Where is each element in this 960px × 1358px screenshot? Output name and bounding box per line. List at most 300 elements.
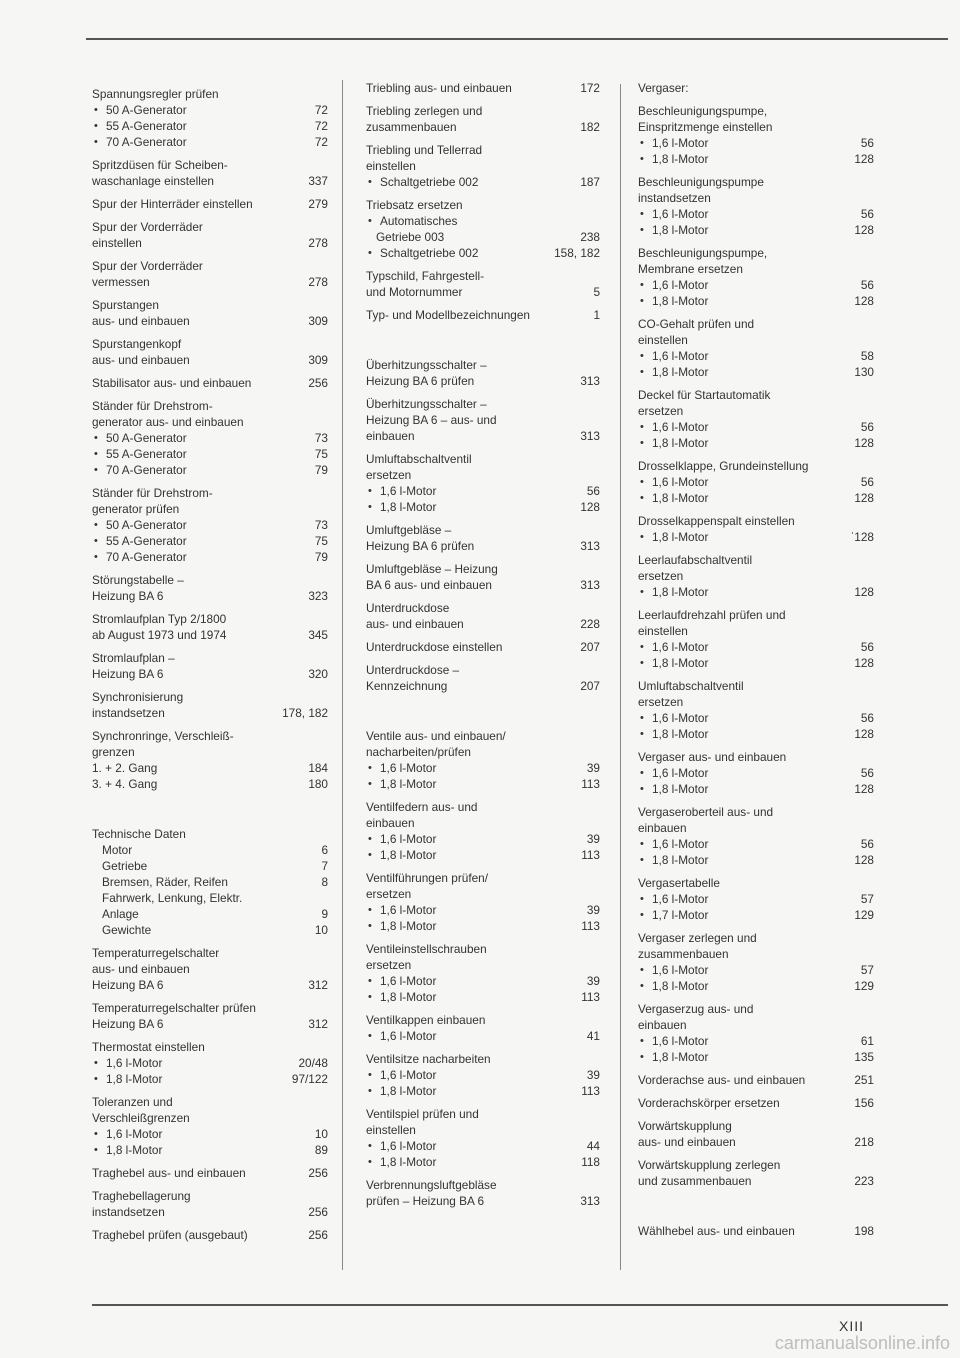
entry-text: ersetzen <box>638 695 684 709</box>
index-entry <box>366 268 600 300</box>
index-subentry <box>638 639 874 655</box>
page-ref: 128 <box>854 656 874 670</box>
page-ref: 256 <box>308 1228 328 1242</box>
index-entry <box>92 572 328 604</box>
entry-text: Getriebe <box>102 859 148 873</box>
entry-text: Drosselklappe, Grundeinstellung <box>638 459 809 473</box>
entry-text: Überhitzungsschalter – <box>366 397 487 411</box>
page-ref: 56 <box>860 420 874 434</box>
entry-text: 1,8 l-Motor <box>380 1084 437 1098</box>
index-subentry <box>638 222 874 238</box>
index-subentry <box>366 1028 600 1044</box>
entry-title-line <box>92 689 328 705</box>
page-ref: ˈ128 <box>850 530 874 544</box>
entry-text: Spur der Vorderräder <box>92 259 203 273</box>
index-subentry <box>92 517 328 533</box>
entry-text: 1,6 l-Motor <box>380 903 437 917</box>
page-ref: 79 <box>314 550 328 564</box>
index-entry-line <box>92 842 328 858</box>
entry-title-line <box>92 219 328 235</box>
page-ref: 128 <box>854 294 874 308</box>
index-subentry <box>638 584 874 600</box>
index-subentry <box>638 348 874 364</box>
index-subentry <box>638 891 874 907</box>
entry-title-line <box>366 600 600 616</box>
index-entry <box>638 80 874 96</box>
entry-text: 1,8 l-Motor <box>106 1072 163 1086</box>
index-subentry <box>366 1083 600 1099</box>
index-subentry <box>92 549 328 565</box>
entry-text: einbauen <box>366 816 415 830</box>
index-entry <box>92 1165 328 1181</box>
entry-title-line <box>92 1039 328 1055</box>
entry-title-line <box>638 1134 874 1150</box>
entry-title-line <box>92 588 328 604</box>
entry-text: 1,8 l-Motor <box>652 491 709 505</box>
entry-text: 70 A-Generator <box>106 135 187 149</box>
page-ref: 39 <box>586 761 600 775</box>
page-ref: 228 <box>580 617 600 631</box>
entry-text: Triebling zerlegen und <box>366 104 483 118</box>
entry-text: Unterdruckdose <box>366 601 450 615</box>
entry-text: Spur der Vorderräder <box>92 220 203 234</box>
index-entry <box>92 945 328 993</box>
page-ref: 309 <box>308 353 328 367</box>
entry-title-line <box>92 611 328 627</box>
index-entry <box>92 398 328 478</box>
entry-text: aus- und einbauen <box>92 314 190 328</box>
page-ref: 135 <box>854 1050 874 1064</box>
page-ref: 184 <box>308 761 328 775</box>
entry-title-line <box>366 957 600 973</box>
index-subentry <box>92 1126 328 1142</box>
entry-text: 1,8 l-Motor <box>652 294 709 308</box>
index-entry <box>366 80 600 96</box>
page-ref: 312 <box>308 1017 328 1031</box>
entry-title-line <box>92 1016 328 1032</box>
index-entry <box>638 1001 874 1065</box>
index-entry <box>638 749 874 797</box>
entry-text: Spurstangenkopf <box>92 337 182 351</box>
entry-text: 1,6 l-Motor <box>652 892 709 906</box>
entry-title-line <box>366 522 600 538</box>
index-subentry <box>92 118 328 134</box>
entry-text: aus- und einbauen <box>92 353 190 367</box>
entry-text: ersetzen <box>366 468 412 482</box>
entry-text: 1,6 l-Motor <box>652 420 709 434</box>
entry-text: Ventilsitze nacharbeiten <box>366 1052 491 1066</box>
entry-text: Kennzeichnung <box>366 679 448 693</box>
index-entry <box>92 728 328 792</box>
entry-text: Ständer für Drehstrom- <box>92 399 213 413</box>
entry-text: 70 A-Generator <box>106 463 187 477</box>
index-entry <box>92 1094 328 1158</box>
entry-text: 1,8 l-Motor <box>652 853 709 867</box>
entry-text: 1,6 l-Motor <box>106 1127 163 1141</box>
entry-text: 1,8 l-Motor <box>652 530 709 544</box>
entry-text: Technische Daten <box>92 827 186 841</box>
entry-title-line <box>92 173 328 189</box>
page-ref: 128 <box>854 152 874 166</box>
index-entry <box>638 875 874 923</box>
entry-title-line <box>366 1122 600 1138</box>
entry-text: generator prüfen <box>92 502 180 516</box>
column-separator <box>620 84 621 1270</box>
entry-text: ersetzen <box>366 887 412 901</box>
entry-title-line <box>92 1188 328 1204</box>
entry-title-line <box>366 744 600 760</box>
entry-text: Einspritzmenge einstellen <box>638 120 773 134</box>
page-ref: 128 <box>854 223 874 237</box>
entry-title-line <box>366 1051 600 1067</box>
entry-title-line <box>638 1157 874 1173</box>
bottom-rule <box>92 1304 948 1306</box>
entry-text: 1,6 l-Motor <box>380 1029 437 1043</box>
entry-text: 1,6 l-Motor <box>380 832 437 846</box>
entry-text: 1,6 l-Motor <box>380 974 437 988</box>
entry-text: prüfen – Heizung BA 6 <box>366 1194 485 1208</box>
index-subentry <box>366 760 600 776</box>
index-subentry <box>638 293 874 309</box>
index-entry <box>366 600 600 632</box>
index-entry <box>366 307 600 323</box>
entry-text: 55 A-Generator <box>106 119 187 133</box>
index-entry <box>366 561 600 593</box>
entry-title-line <box>638 623 874 639</box>
index-entry <box>638 387 874 451</box>
index-entry <box>638 607 874 671</box>
entry-title-line <box>638 1118 874 1134</box>
index-entry <box>92 1000 328 1032</box>
entry-title-line <box>638 946 874 962</box>
index-subentry <box>92 1055 328 1071</box>
entry-text: 1,6 l-Motor <box>652 1034 709 1048</box>
entry-text: Getriebe 003 <box>376 230 445 244</box>
entry-title-line <box>366 1012 600 1028</box>
entry-text: Traghebellagerung <box>92 1189 191 1203</box>
index-subentry <box>638 978 874 994</box>
entry-text: Vorderachse aus- und einbauen <box>638 1073 806 1087</box>
entry-title-line <box>366 799 600 815</box>
entry-text: 1,8 l-Motor <box>380 500 437 514</box>
entry-text: Leerlaufdrehzahl prüfen und <box>638 608 786 622</box>
index-entry <box>366 662 600 694</box>
page-ref: 128 <box>580 500 600 514</box>
page-ref: 313 <box>580 374 600 388</box>
entry-text: Umluftabschaltventil <box>366 452 472 466</box>
entry-text: zusammenbauen <box>638 947 729 961</box>
entry-title-line <box>366 197 600 213</box>
entry-title-line <box>92 650 328 666</box>
index-column-3 <box>638 80 874 1246</box>
entry-text: Automatisches <box>380 214 458 228</box>
index-entry <box>92 650 328 682</box>
entry-text: ab August 1973 und 1974 <box>92 628 227 642</box>
entry-text: 1,8 l-Motor <box>652 365 709 379</box>
entry-title-line <box>638 1223 874 1239</box>
index-entry <box>366 396 600 444</box>
page-ref: 1 <box>593 308 600 322</box>
entry-text: Schaltgetriebe 002 <box>380 246 479 260</box>
entry-text: Spurstangen <box>92 298 159 312</box>
entry-text: zusammenbauen <box>366 120 457 134</box>
entry-title-line <box>366 870 600 886</box>
entry-text: 1,8 l-Motor <box>652 656 709 670</box>
index-entry-line <box>366 229 600 245</box>
entry-title-line <box>638 1173 874 1189</box>
entry-title-line <box>638 607 874 623</box>
page-ref: 187 <box>580 175 600 189</box>
entry-text: 1,6 l-Motor <box>652 207 709 221</box>
entry-title-line <box>366 678 600 694</box>
index-subentry <box>92 462 328 478</box>
index-entry <box>92 86 328 150</box>
page-ref: 56 <box>586 484 600 498</box>
entry-text: Synchronisierung <box>92 690 184 704</box>
entry-text: Ventilführungen prüfen/ <box>366 871 488 885</box>
index-subentry <box>366 245 600 261</box>
entry-title-line <box>366 80 600 96</box>
page-ref: 113 <box>581 777 600 791</box>
index-entry <box>92 485 328 565</box>
entry-title-line <box>638 119 874 135</box>
entry-text: 50 A-Generator <box>106 431 187 445</box>
index-entry <box>92 157 328 189</box>
entry-title-line <box>92 274 328 290</box>
entry-text: aus- und einbauen <box>92 962 190 976</box>
index-entry <box>92 297 328 329</box>
entry-text: 1,8 l-Motor <box>380 1155 437 1169</box>
entry-text: Heizung BA 6 prüfen <box>366 539 475 553</box>
page-ref: 279 <box>308 197 328 211</box>
entry-title-line <box>638 1072 874 1088</box>
index-entry <box>638 804 874 868</box>
entry-text: Anlage <box>102 907 139 921</box>
page-ref: 178, 182 <box>282 706 328 720</box>
entry-title-line <box>366 396 600 412</box>
entry-title-line <box>638 1001 874 1017</box>
index-subentry <box>638 655 874 671</box>
page-ref: 39 <box>586 1068 600 1082</box>
page-ref: 118 <box>581 1155 600 1169</box>
entry-title-line <box>366 815 600 831</box>
entry-title-line <box>92 627 328 643</box>
entry-text: Ventilkappen einbauen <box>366 1013 486 1027</box>
entry-title-line <box>92 235 328 251</box>
index-subentry <box>638 726 874 742</box>
entry-text: 1,6 l-Motor <box>380 484 437 498</box>
entry-title-line <box>638 1095 874 1111</box>
index-entry <box>638 1095 874 1111</box>
index-entry <box>92 826 328 938</box>
index-entry <box>366 941 600 1005</box>
entry-title-line <box>92 728 328 744</box>
index-subentry <box>638 836 874 852</box>
entry-text: 55 A-Generator <box>106 447 187 461</box>
entry-title-line <box>92 86 328 102</box>
entry-text: 1,8 l-Motor <box>652 979 709 993</box>
entry-title-line <box>92 961 328 977</box>
index-subentry <box>638 710 874 726</box>
page-ref: 337 <box>308 174 328 188</box>
index-subentry <box>92 1142 328 1158</box>
index-entry <box>366 1051 600 1099</box>
index-subentry <box>92 446 328 462</box>
entry-text: BA 6 aus- und einbauen <box>366 578 492 592</box>
index-entry <box>366 357 600 389</box>
page-ref: 129 <box>854 979 874 993</box>
page-ref: 7 <box>321 859 328 873</box>
page-ref: 89 <box>314 1143 328 1157</box>
index-entry-line <box>92 890 328 906</box>
page-ref: 128 <box>854 491 874 505</box>
index-subentry <box>366 1067 600 1083</box>
page-ref: 158, 182 <box>554 246 600 260</box>
entry-title-line <box>92 666 328 682</box>
entry-text: Deckel für Startautomatik <box>638 388 771 402</box>
entry-text: 1,6 l-Motor <box>652 963 709 977</box>
entry-text: und zusammenbauen <box>638 1174 752 1188</box>
entry-text: Heizung BA 6 – aus- und <box>366 413 497 427</box>
page-ref: 182 <box>580 120 600 134</box>
entry-text: einbauen <box>638 821 687 835</box>
entry-text: Stromlaufplan Typ 2/1800 <box>92 612 227 626</box>
index-subentry <box>366 918 600 934</box>
index-entry <box>638 458 874 506</box>
page-ref: 75 <box>314 447 328 461</box>
index-subentry <box>366 499 600 515</box>
index-entry <box>366 1177 600 1209</box>
entry-title-line <box>638 804 874 820</box>
index-subentry <box>638 529 874 545</box>
index-subentry <box>366 847 600 863</box>
index-subentry <box>638 1033 874 1049</box>
entry-title-line <box>638 332 874 348</box>
entry-title-line <box>366 577 600 593</box>
entry-title-line <box>92 336 328 352</box>
entry-text: Fahrwerk, Lenkung, Elektr. <box>102 891 243 905</box>
entry-title-line <box>366 941 600 957</box>
entry-title-line <box>638 513 874 529</box>
entry-title-line <box>366 284 600 300</box>
entry-title-line <box>366 428 600 444</box>
index-entry <box>638 1072 874 1088</box>
entry-title-line <box>92 1227 328 1243</box>
entry-text: aus- und einbauen <box>366 617 464 631</box>
index-entry <box>638 1157 874 1189</box>
entry-title-line <box>638 245 874 261</box>
page-ref: 73 <box>314 518 328 532</box>
entry-title-line <box>366 886 600 902</box>
index-entry <box>366 639 600 655</box>
page-ref: 313 <box>580 429 600 443</box>
index-entry <box>92 196 328 212</box>
entry-text: Vorwärtskupplung <box>638 1119 732 1133</box>
page-ref: 309 <box>308 314 328 328</box>
page-ref: 313 <box>580 1194 600 1208</box>
entry-text: 1,8 l-Motor <box>380 777 437 791</box>
entry-text: Schaltgetriebe 002 <box>380 175 479 189</box>
entry-title-line <box>638 190 874 206</box>
page-ref: 72 <box>314 103 328 117</box>
entry-text: Heizung BA 6 prüfen <box>366 374 475 388</box>
entry-text: Vergasertabelle <box>638 876 720 890</box>
entry-title-line <box>92 1110 328 1126</box>
entry-title-line <box>92 258 328 274</box>
entry-text: Heizung BA 6 <box>92 1017 164 1031</box>
page-ref: 44 <box>586 1139 600 1153</box>
page-ref: 345 <box>308 628 328 642</box>
page-ref: 56 <box>860 136 874 150</box>
entry-title-line <box>92 1094 328 1110</box>
index-subentry <box>638 135 874 151</box>
entry-title-line <box>92 313 328 329</box>
index-subentry <box>92 102 328 118</box>
index-subentry <box>366 1138 600 1154</box>
page-ref: 56 <box>860 207 874 221</box>
page-ref: 56 <box>860 278 874 292</box>
entry-text: Ventileinstellschrauben <box>366 942 487 956</box>
entry-text: Ventilspiel prüfen und <box>366 1107 479 1121</box>
entry-title-line <box>638 820 874 836</box>
entry-title-line <box>92 572 328 588</box>
entry-text: Umluftgebläse – <box>366 523 452 537</box>
page-ref: 8 <box>321 875 328 889</box>
entry-text: Bremsen, Räder, Reifen <box>102 875 228 889</box>
entry-text: instandsetzen <box>638 191 711 205</box>
entry-text: 1,7 l-Motor <box>652 908 709 922</box>
entry-text: 1,6 l-Motor <box>652 349 709 363</box>
entry-text: Vorwärtskupplung zerlegen <box>638 1158 781 1172</box>
entry-text: 1,8 l-Motor <box>652 1050 709 1064</box>
page-ref: 56 <box>860 475 874 489</box>
index-subentry <box>638 419 874 435</box>
entry-text: instandsetzen <box>92 706 165 720</box>
page-ref: 251 <box>854 1073 874 1087</box>
entry-text: Vergaser zerlegen und <box>638 931 757 945</box>
index-entry <box>92 336 328 368</box>
page-ref: 61 <box>860 1034 874 1048</box>
page-ref: 113 <box>581 848 600 862</box>
entry-title-line <box>638 749 874 765</box>
entry-text: CO-Gehalt prüfen und <box>638 317 755 331</box>
page-ref: 5 <box>593 285 600 299</box>
entry-text: Stabilisator aus- und einbauen <box>92 376 252 390</box>
index-entry-line <box>92 906 328 922</box>
page-number: XIII <box>838 1318 864 1334</box>
entry-text: 1,8 l-Motor <box>652 727 709 741</box>
index-entry <box>638 245 874 309</box>
index-entry <box>366 1012 600 1044</box>
index-subentry <box>366 483 600 499</box>
index-subentry <box>92 533 328 549</box>
entry-text: 3. + 4. Gang <box>92 777 158 791</box>
entry-title-line <box>366 268 600 284</box>
entry-title-line <box>92 352 328 368</box>
index-entry-line <box>92 874 328 890</box>
entry-text: einstellen <box>638 333 688 347</box>
index-subentry <box>638 781 874 797</box>
index-subentry <box>366 902 600 918</box>
index-entry <box>366 197 600 261</box>
index-entry <box>366 522 600 554</box>
index-subentry <box>638 277 874 293</box>
entry-text: 1,8 l-Motor <box>652 585 709 599</box>
entry-title-line <box>92 977 328 993</box>
index-entry <box>638 103 874 167</box>
index-entry <box>638 174 874 238</box>
entry-title-line <box>92 705 328 721</box>
